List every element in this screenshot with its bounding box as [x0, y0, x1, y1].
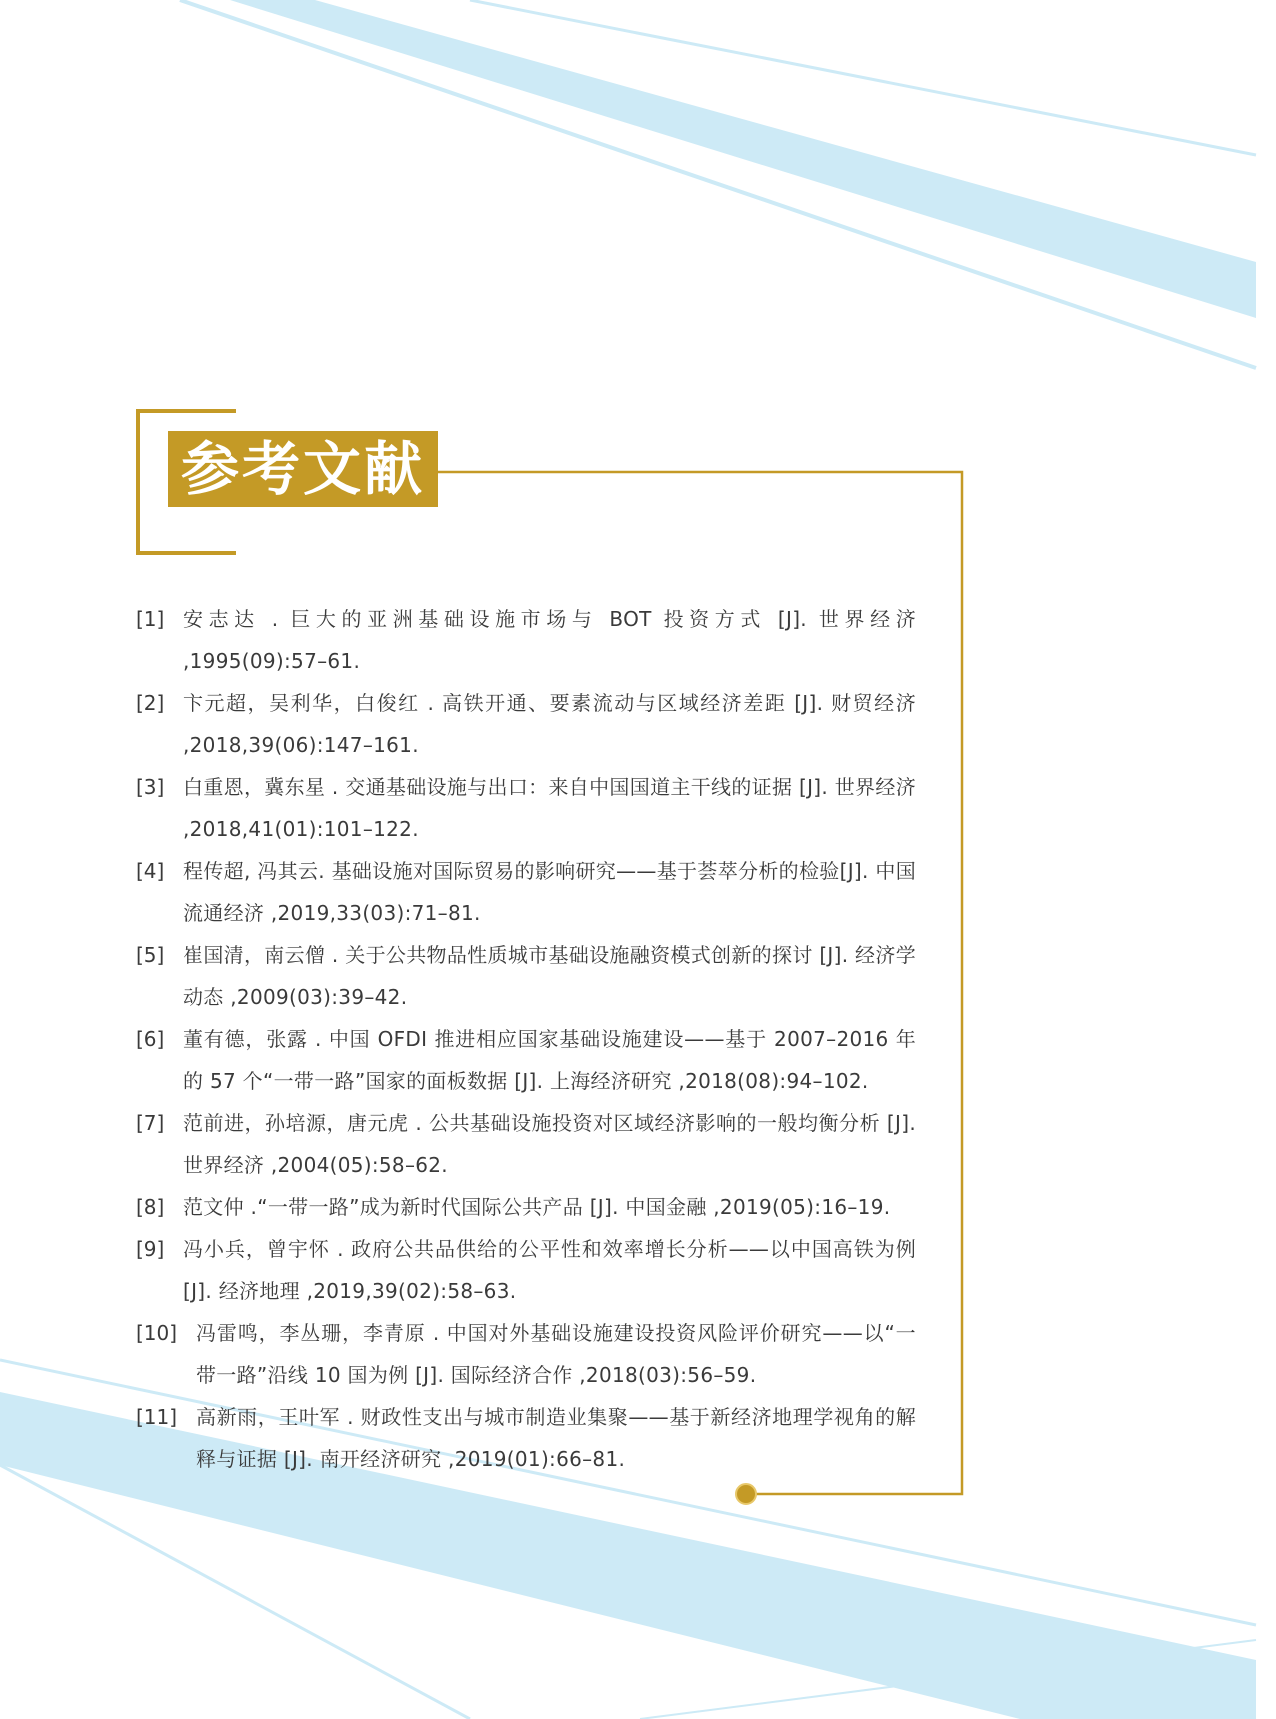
reference-item [136, 598, 916, 682]
reference-item [136, 1228, 916, 1312]
reference-text: 崔国清，南云僧 . 关于公共物品性质城市基础设施融资模式创新的探讨 [J]. 经济学动态 ,2009(03):39–42. [183, 943, 916, 1009]
reference-text: 白重恩，冀东星 . 交通基础设施与出口：来自中国国道主干线的证据 [J]. 世界经济 ,2018,41(01):101–122. [183, 775, 916, 841]
reference-item [136, 1186, 916, 1228]
reference-text: 卞元超，吴利华，白俊红 . 高铁开通、要素流动与区域经济差距 [J]. 财贸经济 ,2018,39(06):147–161. [183, 691, 916, 757]
reference-number: [7] [136, 1111, 165, 1135]
top-wide-stripe [230, 0, 1256, 318]
reference-number: [5] [136, 943, 165, 967]
reference-text: 高新雨，王叶军 . 财政性支出与城市制造业集聚——基于新经济地理学视角的解释与证据 [J]. 南开经济研究 ,2019(01):66–81. [196, 1405, 916, 1471]
reference-number: [9] [136, 1237, 165, 1261]
reference-text: 冯小兵，曾宇怀 . 政府公共品供给的公平性和效率增长分析——以中国高铁为例 [J]. 经济地理 ,2019,39(02):58–63. [183, 1237, 916, 1303]
section-title: 参考文献 [168, 431, 438, 507]
reference-number: [3] [136, 775, 165, 799]
reference-number: [4] [136, 859, 165, 883]
reference-number: [1] [136, 607, 165, 631]
reference-text: 董有德，张露 . 中国 OFDI 推进相应国家基础设施建设——基于 2007–2016 年的 57 个“一带一路”国家的面板数据 [J]. 上海经济研究 ,2018(08):94–102. [183, 1027, 916, 1093]
reference-text: 安志达 . 巨大的亚洲基础设施市场与 BOT 投资方式 [J]. 世界经济 ,1995(09):57–61. [183, 607, 916, 673]
reference-text: 范文仲 .“一带一路”成为新时代国际公共产品 [J]. 中国金融 ,2019(05):16–19. [183, 1195, 891, 1219]
reference-number: [10] [136, 1321, 178, 1345]
reference-number: [11] [136, 1405, 178, 1429]
reference-item [136, 1396, 916, 1480]
reference-item [136, 1102, 916, 1186]
reference-item [136, 682, 916, 766]
reference-number: [6] [136, 1027, 165, 1051]
reference-text: 冯雷鸣，李丛珊，李青原 . 中国对外基础设施建设投资风险评价研究——以“一带一路”沿线 10 国为例 [J]. 国际经济合作 ,2018(03):56–59. [196, 1321, 916, 1387]
top-thin-stripe-1 [180, 0, 1256, 368]
reference-text: 范前进，孙培源，唐元虎 . 公共基础设施投资对区域经济影响的一般均衡分析 [J]. 世界经济 ,2004(05):58–62. [183, 1111, 916, 1177]
frame-end-dot [736, 1484, 756, 1504]
reference-number: [2] [136, 691, 165, 715]
reference-item [136, 1312, 916, 1396]
reference-item [136, 1018, 916, 1102]
reference-item [136, 934, 916, 1018]
reference-item [136, 766, 916, 850]
reference-number: [8] [136, 1195, 165, 1219]
reference-item [136, 850, 916, 934]
reference-text: 程传超, 冯其云. 基础设施对国际贸易的影响研究——基于荟萃分析的检验[J]. 中国流通经济 ,2019,33(03):71–81. [183, 859, 916, 925]
reference-list [136, 598, 916, 1480]
